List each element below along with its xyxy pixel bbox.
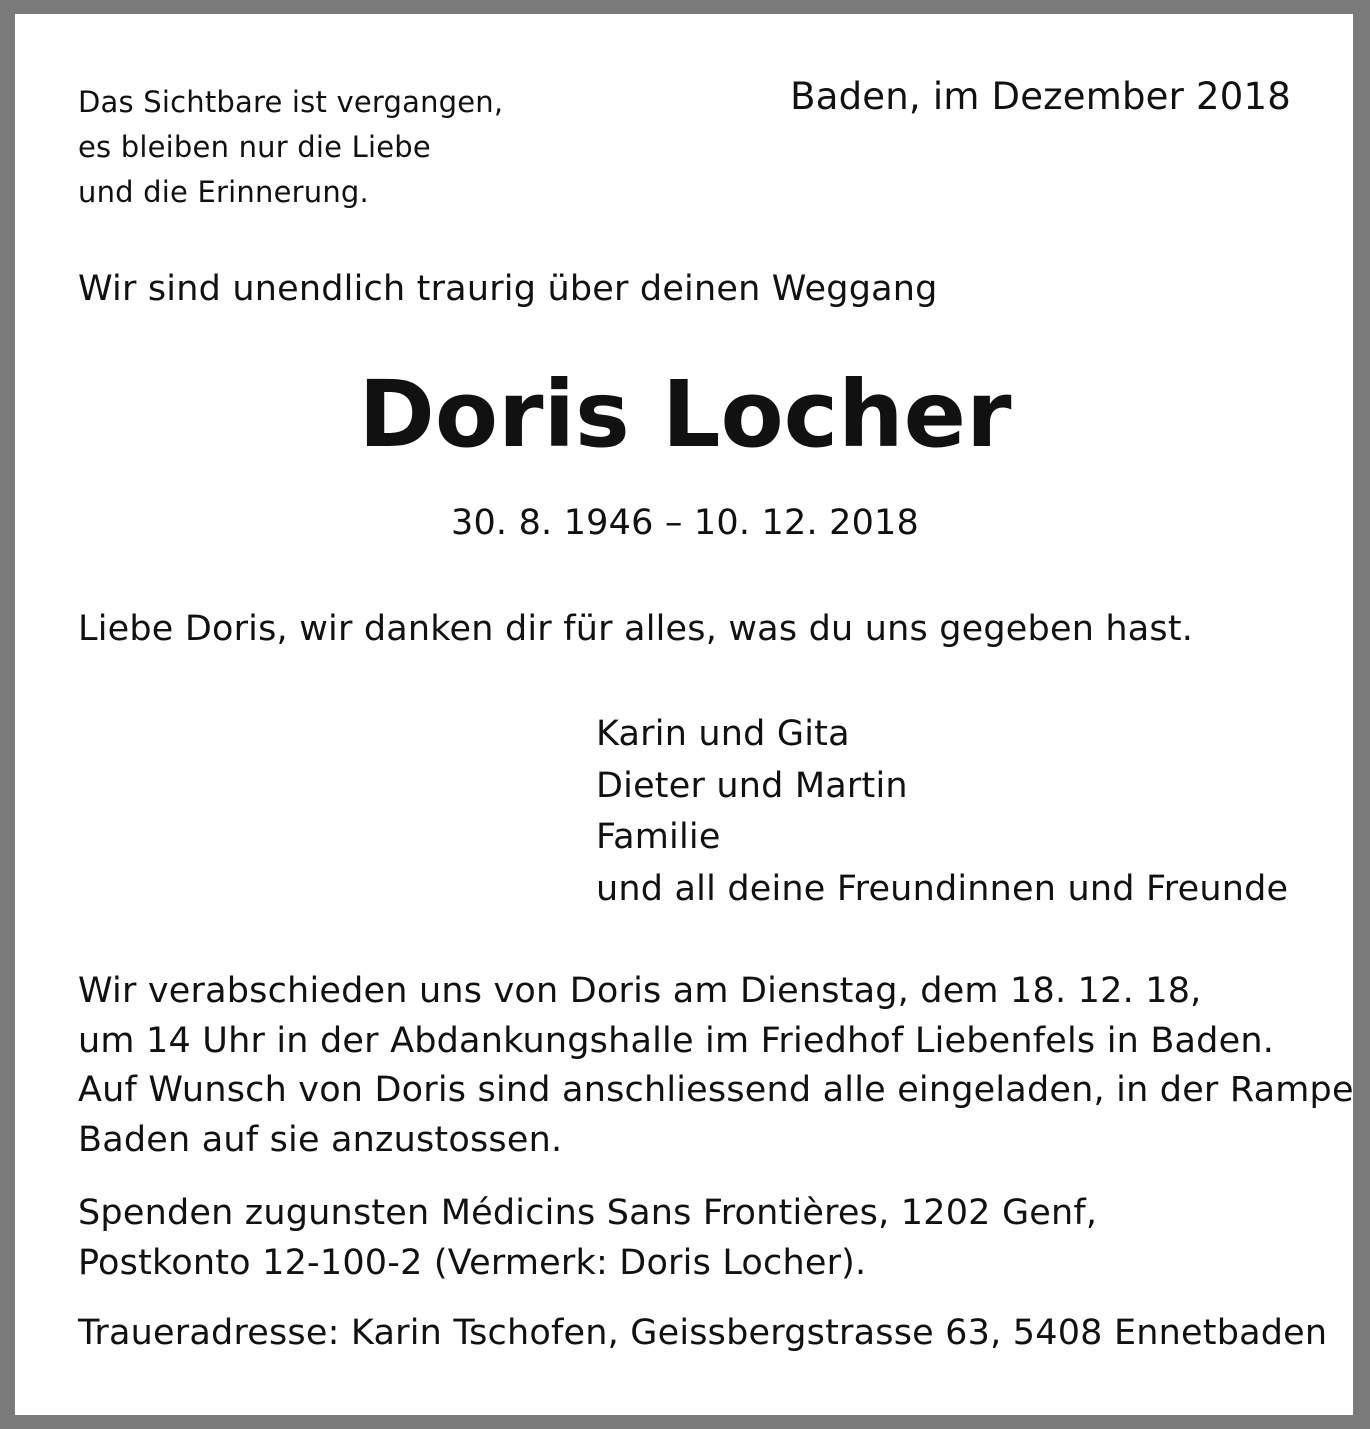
- ceremony-paragraph: [78, 967, 1354, 1165]
- mourner-entry: Familie: [596, 817, 721, 857]
- ceremony-line: Wir verabschieden uns von Doris am Dienstag, dem 18. 12. 18,: [78, 971, 1202, 1011]
- life-dates: 30. 8. 1946 – 10. 12. 2018: [451, 503, 919, 543]
- ceremony-line: Auf Wunsch von Doris sind anschliessend alle eingeladen, in der Rampe: [78, 1070, 1354, 1110]
- ceremony-line: Baden auf sie anzustossen.: [78, 1119, 563, 1160]
- thanks-line: Liebe Doris, wir danken dir für alles, was du uns gegeben hast.: [78, 609, 1194, 649]
- place-date: Baden, im Dezember 2018: [790, 75, 1291, 118]
- intro-line: Wir sind unendlich traurig über deinen Weggang: [78, 269, 938, 309]
- motto-line: Das Sichtbare ist vergangen,: [78, 85, 504, 119]
- donations-paragraph: [78, 1189, 1097, 1288]
- mourner-entry: Karin und Gita: [596, 714, 850, 754]
- motto-line: und die Erinnerung.: [78, 175, 369, 209]
- motto-verse: [78, 80, 503, 215]
- deceased-name: Doris Locher: [358, 361, 1012, 468]
- ceremony-line: um 14 Uhr in der Abdankungshalle im Friedhof Liebenfels in Baden.: [78, 1020, 1275, 1061]
- mourning-address: Traueradresse: Karin Tschofen, Geissbergstrasse 63, 5408 Ennetbaden: [78, 1313, 1328, 1353]
- mourner-entry: und all deine Freundinnen und Freunde: [596, 868, 1289, 909]
- donations-line: Spenden zugunsten Médicins Sans Frontières, 1202 Genf,: [78, 1193, 1098, 1233]
- motto-line: es bleiben nur die Liebe: [78, 130, 431, 164]
- mourners-list: [596, 709, 1288, 915]
- mourner-entry: Dieter und Martin: [596, 765, 908, 806]
- donations-line: Postkonto 12-100-2 (Vermerk: Doris Locher).: [78, 1242, 867, 1283]
